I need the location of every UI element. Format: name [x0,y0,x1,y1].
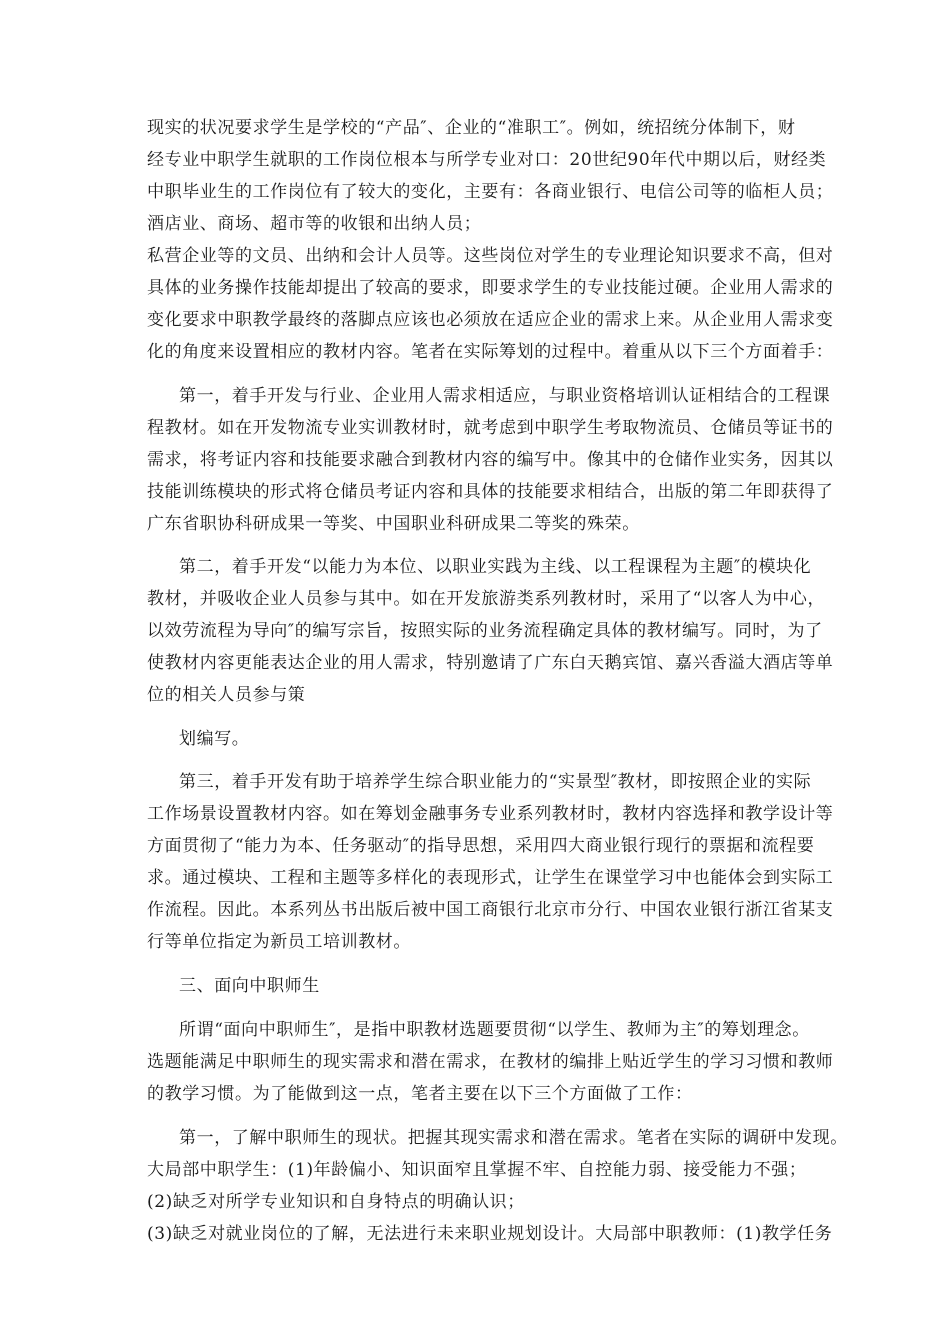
paragraph-first-line: 第一，着手开发与行业、企业用人需求相适应，与职业资格培训认证相结合的工程课 [179,386,831,406]
paragraph-first-line: 第二，着手开发“以能力为本位、以职业实践为主线、以工程课程为主题″的模块化 [179,557,812,577]
text-line: 位的相关人员参与策 [147,685,306,705]
text-line: 广东省职协科研成果一等奖、中国职业科研成果二等奖的殊荣。 [147,514,640,534]
text-line: 工作场景设置教材内容。如在筹划金融事务专业系列教材时，教材内容选择和教学设计等 [147,804,834,824]
text-line: 求。通过模块、工程和主题等多样化的表现形式，让学生在课堂学习中也能体会到实际工 [147,868,834,888]
text-line: 选题能满足中职师生的现实需求和潜在需求，在教材的编排上贴近学生的学习习惯和教师 [147,1052,834,1072]
text-line: 程教材。如在开发物流专业实训教材时，就考虑到中职学生考取物流员、仓储员等证书的 [147,418,834,438]
text-line: 化的角度来设置相应的教材内容。笔者在实际筹划的过程中。着重从以下三个方面着手： [147,342,834,362]
text-line: (3)缺乏对就业岗位的了解，无法进行未来职业规划设计。大局部中职教师：(1)教学任务 [147,1224,833,1244]
text-line: 私营企业等的文员、出纳和会计人员等。这些岗位对学生的专业理论知识要求不高，但对 [147,246,834,266]
text-line: 经专业中职学生就职的工作岗位根本与所学专业对口：20世纪90年代中期以后，财经类 [147,150,827,170]
paragraph-first-line: 划编写。 [179,729,250,749]
paragraph-first-line: 第三，着手开发有助于培养学生综合职业能力的“实景型″教材，即按照企业的实际 [179,772,812,792]
text-line: 方面贯彻了“能力为本、任务驱动″的指导思想，采用四大商业银行现行的票据和流程要 [147,836,815,856]
section-heading: 三、面向中职师生 [179,976,320,996]
text-line: 使教材内容更能表达企业的用人需求，特别邀请了广东白天鹅宾馆、嘉兴香溢大酒店等单 [147,653,834,673]
text-line: 酒店业、商场、超市等的收银和出纳人员； [147,214,482,234]
text-line: 变化要求中职教学最终的落脚点应该也必须放在适应企业的需求上来。从企业用人需求变 [147,310,834,330]
text-line: 现实的状况要求学生是学校的“产品″、企业的“准职工″。例如，统招统分体制下，财 [147,118,796,138]
text-line: 教材，并吸收企业人员参与其中。如在开发旅游类系列教材时，采用了“以客人为中心， [147,589,826,609]
text-line: 大局部中职学生：(1)年龄偏小、知识面窄且掌握不牢、自控能力弱、接受能力不强； [147,1160,807,1180]
text-line: 的教学习惯。为了能做到这一点，笔者主要在以下三个方面做了工作： [147,1084,693,1104]
text-line: 具体的业务操作技能却提出了较高的要求，即要求学生的专业技能过硬。企业用人需求的 [147,278,834,298]
text-line: 需求，将考证内容和技能要求融合到教材内容的编写中。像其中的仓储作业实务，因其以 [147,450,834,470]
text-line: 技能训练模块的形式将仓储员考证内容和具体的技能要求相结合，出版的第二年即获得了 [147,482,834,502]
paragraph-first-line: 第一，了解中职师生的现状。把握其现实需求和潜在需求。笔者在实际的调研中发现。 [179,1128,848,1148]
text-line: 行等单位指定为新员工培训教材。 [147,932,411,952]
paragraph-first-line: 所谓“面向中职师生″，是指中职教材选题要贯彻“以学生、教师为主″的筹划理念。 [179,1020,810,1040]
text-line: 中职毕业生的工作岗位有了较大的变化，主要有：各商业银行、电信公司等的临柜人员； [147,182,834,202]
text-line: 以效劳流程为导向″的编写宗旨，按照实际的业务流程确定具体的教材编写。同时，为了 [147,621,823,641]
text-line: 作流程。因此。本系列丛书出版后被中国工商银行北京市分行、中国农业银行浙江省某支 [147,900,834,920]
text-line: (2)缺乏对所学专业知识和自身特点的明确认识； [147,1192,525,1212]
